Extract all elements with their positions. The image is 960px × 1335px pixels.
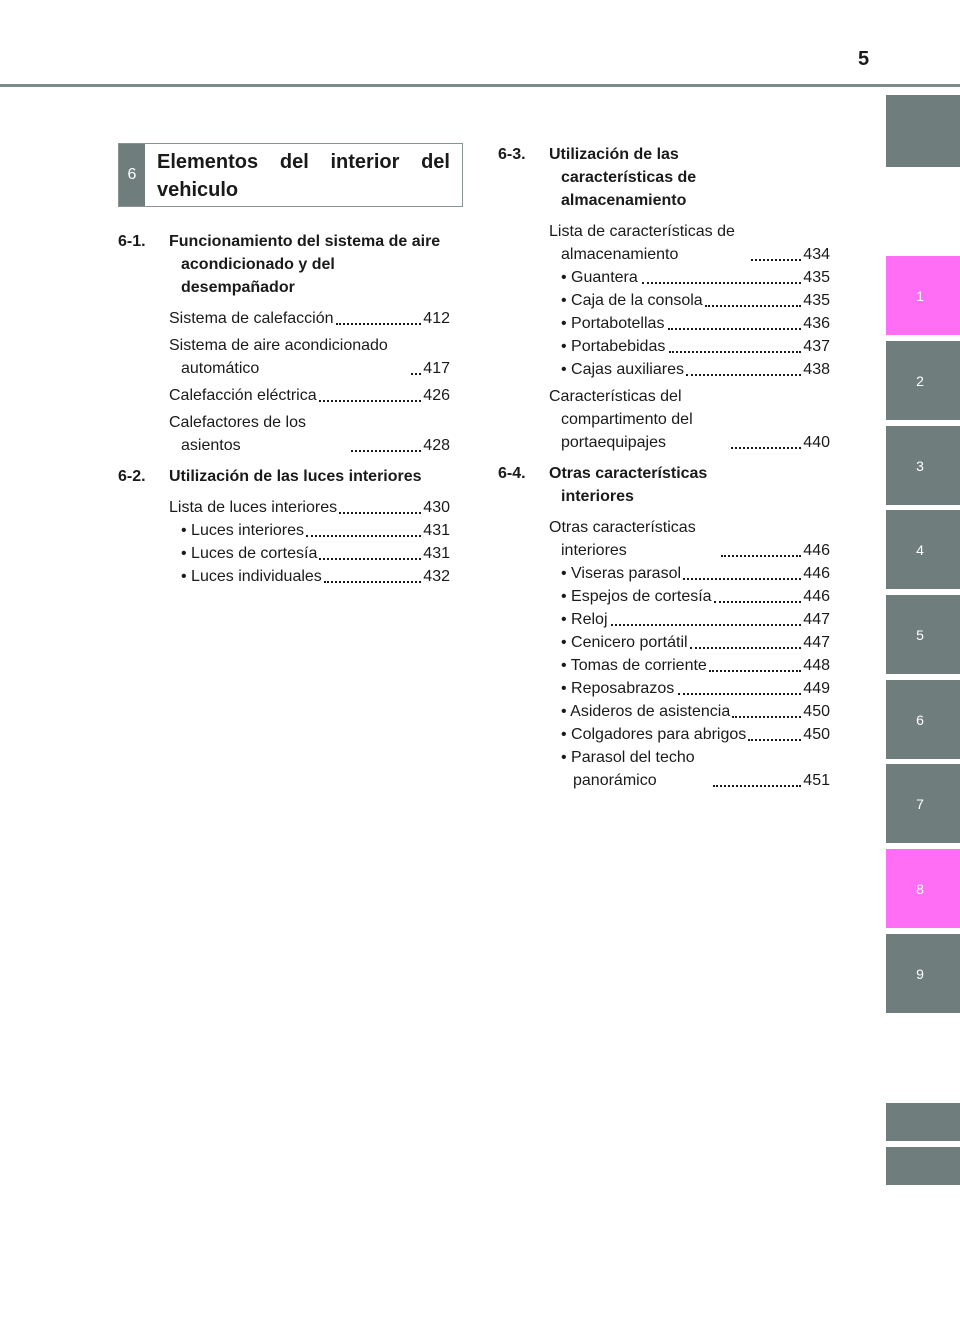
toc-subentry[interactable]: • Cajas auxiliares 438 [549, 358, 830, 381]
page-ref: 436 [803, 315, 830, 332]
section-heading [498, 462, 830, 508]
page-ref: 450 [803, 726, 830, 743]
thumb-tab-6[interactable]: 6 [886, 680, 960, 759]
toc-entry[interactable]: Calefactores de los asientos 428 [169, 411, 450, 457]
chapter-title: Elementos del interior del vehiculo [157, 151, 450, 201]
toc-entry[interactable]: Sistema de aire acondicionado automático 417 [169, 334, 450, 380]
toc-subentry[interactable]: • Reloj 447 [549, 608, 830, 631]
section-number: 6-4. [498, 465, 526, 482]
toc-subentry[interactable]: • Guantera 435 [549, 266, 830, 289]
page-ref: 412 [423, 310, 450, 327]
page-ref: 440 [803, 434, 830, 451]
thumb-tab-blank-a[interactable] [886, 1103, 960, 1141]
thumb-tab-2[interactable]: 2 [886, 341, 960, 420]
page-ref: 450 [803, 703, 830, 720]
thumb-tab-7[interactable]: 7 [886, 764, 960, 843]
page-ref: 434 [803, 246, 830, 263]
toc-subentry[interactable]: • Viseras parasol 446 [549, 562, 830, 585]
toc-subentry[interactable]: • Asideros de asistencia 450 [549, 700, 830, 723]
toc-subentry[interactable]: • Luces individuales 432 [169, 565, 450, 588]
thumb-tab-5[interactable]: 5 [886, 595, 960, 674]
thumb-tab-4[interactable]: 4 [886, 510, 960, 589]
section-number: 6-2. [118, 468, 146, 485]
header-divider [0, 84, 960, 87]
chapter-header [118, 143, 463, 207]
page-number: 5 [858, 48, 870, 70]
thumb-tab-1[interactable]: 1 [886, 256, 960, 335]
toc-entry[interactable]: Características del compartimento del portaequipajes 440 [549, 385, 830, 454]
page-ref: 448 [803, 657, 830, 674]
page-ref: 447 [803, 611, 830, 628]
toc-subentry[interactable]: • Portabotellas 436 [549, 312, 830, 335]
toc-entry[interactable]: Otras características interiores 446 [549, 516, 830, 562]
section-heading [118, 230, 450, 299]
section-entries [549, 220, 830, 454]
page-ref: 447 [803, 634, 830, 651]
toc-subentry[interactable]: • Reposabrazos 449 [549, 677, 830, 700]
page-ref: 417 [423, 360, 450, 377]
section-heading [118, 465, 450, 488]
page-ref: 446 [803, 588, 830, 605]
section-heading [498, 143, 830, 212]
section-entries [169, 496, 450, 588]
page-ref: 426 [423, 387, 450, 404]
thumb-tab-blank-top[interactable] [886, 95, 960, 167]
thumb-tab-8[interactable]: 8 [886, 849, 960, 928]
toc-column-left [118, 230, 450, 596]
section-entries [169, 307, 450, 457]
page-ref: 446 [803, 542, 830, 559]
toc-subentry[interactable]: • Colgadores para abrigos 450 [549, 723, 830, 746]
toc-entry[interactable]: Lista de luces interiores 430 [169, 496, 450, 519]
toc-subentry[interactable]: • Espejos de cortesía 446 [549, 585, 830, 608]
section-title[interactable]: Otras características interiores [549, 465, 708, 505]
page-ref: 431 [423, 522, 450, 539]
thumb-tab-3[interactable]: 3 [886, 426, 960, 505]
toc-column-right [498, 143, 830, 800]
page-ref: 437 [803, 338, 830, 355]
toc-subentry[interactable]: • Cenicero portátil 447 [549, 631, 830, 654]
page-ref: 435 [803, 292, 830, 309]
thumb-tab-9[interactable]: 9 [886, 934, 960, 1013]
thumb-tab-blank-b[interactable] [886, 1147, 960, 1185]
page-ref: 446 [803, 565, 830, 582]
page-ref: 428 [423, 437, 450, 454]
page-ref: 449 [803, 680, 830, 697]
toc-entry[interactable]: Lista de características de almacenamiento 434 [549, 220, 830, 266]
page-ref: 430 [423, 499, 450, 516]
page-ref: 431 [423, 545, 450, 562]
section-title[interactable]: Funcionamiento del sistema de aire acondicionado y del desempañador [169, 233, 441, 296]
toc-entry[interactable]: Calefacción eléctrica 426 [169, 384, 450, 407]
page-ref: 438 [803, 361, 830, 378]
toc-subentry[interactable]: • Luces interiores 431 [169, 519, 450, 542]
page-ref: 432 [423, 568, 450, 585]
section-number: 6-3. [498, 146, 526, 163]
page-ref: 451 [803, 772, 830, 789]
toc-subentry[interactable]: • Parasol del techo panorámico 451 [549, 746, 830, 792]
toc-subentry[interactable]: • Caja de la consola 435 [549, 289, 830, 312]
section-number: 6-1. [118, 233, 146, 250]
toc-entry[interactable]: Sistema de calefacción 412 [169, 307, 450, 330]
toc-subentry[interactable]: • Portabebidas 437 [549, 335, 830, 358]
page-ref: 435 [803, 269, 830, 286]
section-title[interactable]: Utilización de las luces interiores [169, 468, 422, 485]
toc-subentry[interactable]: • Luces de cortesía 431 [169, 542, 450, 565]
section-entries [549, 516, 830, 792]
toc-subentry[interactable]: • Tomas de corriente 448 [549, 654, 830, 677]
chapter-number: 6 [119, 144, 145, 206]
section-title[interactable]: Utilización de las características de almacenamiento [549, 146, 697, 209]
